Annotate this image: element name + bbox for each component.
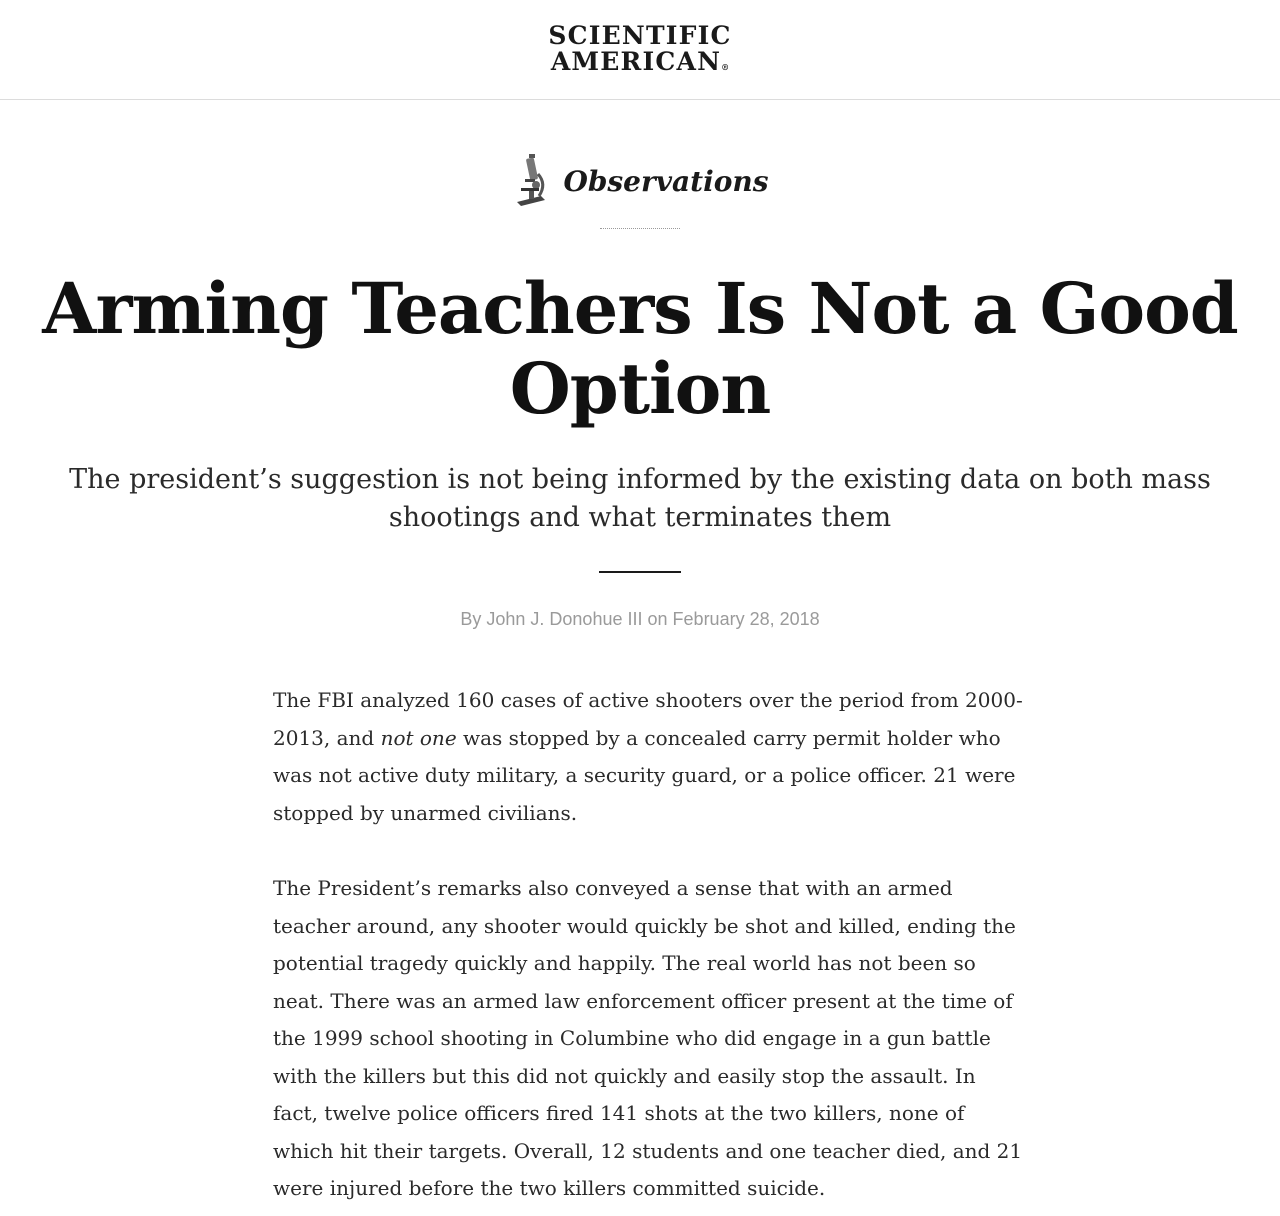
byline-date: February 28, 2018: [672, 609, 820, 629]
site-logo[interactable]: [548, 23, 731, 80]
paragraph-1-emphasis: not one: [380, 725, 457, 750]
byline-by: By: [460, 609, 482, 629]
article-subhead: The president’s suggestion is not being informed by the existing data on both mass shootings and what terminates them: [69, 464, 1211, 533]
microscope-icon: [511, 152, 551, 210]
section-divider: [600, 228, 680, 229]
article-headline: Arming Teachers Is Not a Good Option: [42, 267, 1238, 430]
article-paragraph-2: The President’s remarks also conveyed a sense that with an armed teacher around, any shooter would quickly be shot and killed, ending the potential tragedy quickly and happily. The real world has not been so neat. There was an armed law enforcement officer present at the time of the 1999 school shooting in Columbine who did engage in a gun battle with the killers but this did not quickly and easily stop the assault. In fact, twelve police officers fired 141 shots at the two killers, none of which hit their targets. Overall, 12 students and one teacher died, and 21 were injured before the two killers committed suicide.: [273, 876, 1023, 1200]
byline-author[interactable]: John J. Donohue III: [486, 609, 643, 629]
logo-line-2: [548, 49, 731, 80]
logo-line-1: SCIENTIFIC: [548, 21, 732, 50]
registered-mark: ®: [721, 62, 730, 72]
article-paragraph-1: [273, 682, 1023, 832]
headline-divider: [599, 571, 681, 573]
section-label[interactable]: Observations: [563, 164, 769, 198]
article-body: [273, 682, 1023, 1208]
byline: [0, 609, 1280, 630]
section-header: [0, 152, 1280, 210]
paragraph-1-text-a: The FBI analyzed 160 cases of active shooters over the period from 2000-2013, and: [273, 688, 1023, 750]
paragraph-1-text-b: was stopped by a concealed carry permit holder who was not active duty military, a security guard, or a police officer. 21 were stopped by unarmed civilians.: [273, 725, 1016, 825]
masthead: [0, 0, 1280, 100]
logo-line-2-text: AMERICAN: [550, 47, 722, 76]
byline-on: on: [647, 609, 668, 629]
